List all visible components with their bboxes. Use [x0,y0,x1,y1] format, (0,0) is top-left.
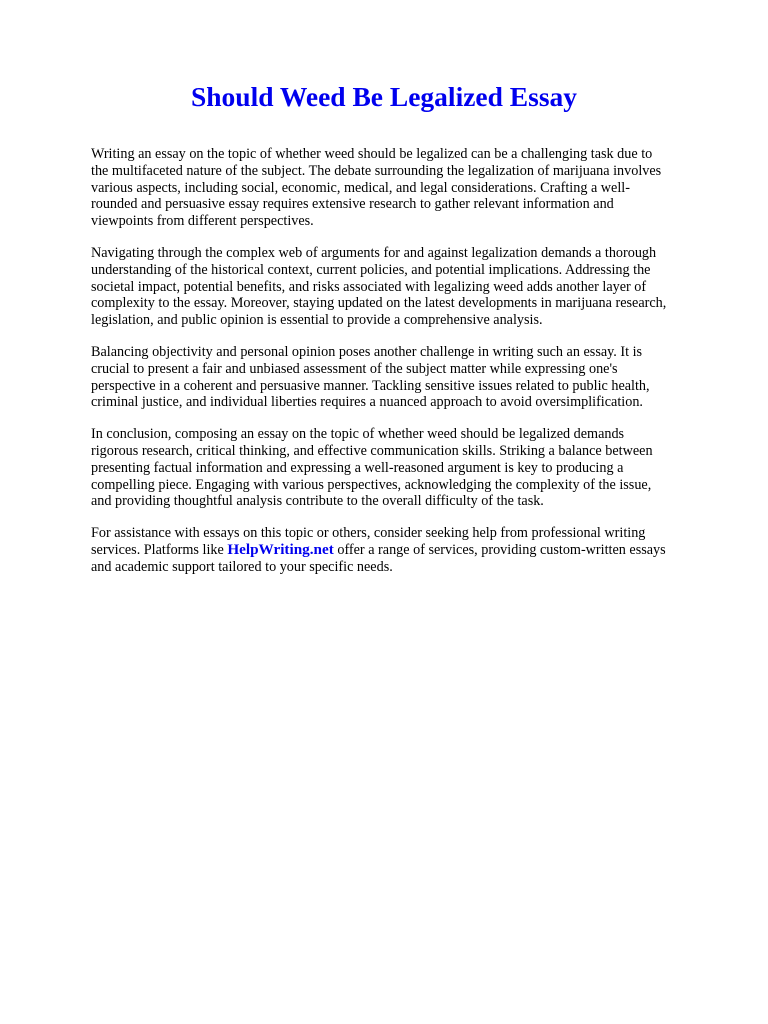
text-line: presenting factual information and expressing a well-reasoned argument is key to producing a [91,459,624,476]
text-line: crucial to present a fair and unbiased assessment of the subject matter while expressing one's [91,360,618,377]
text-line: Writing an essay on the topic of whether weed should be legalized can be a challenging task due to [91,146,653,162]
helpwriting-link[interactable]: HelpWriting.net [227,540,334,558]
text-line: criminal justice, and individual liberties requires a nuanced approach to avoid oversimplification. [91,394,643,411]
text-line: Balancing objectivity and personal opinion poses another challenge in writing such an essay. It is [91,343,643,360]
page-title: Should Weed Be Legalized Essay [190,81,578,112]
paragraph-closing [91,525,731,575]
text-line: For assistance with essays on this topic or others, consider seeking help from professional writing [91,525,646,542]
text-line: and providing thoughtful analysis contribute to the overall difficulty of the task. [91,493,544,510]
text-line: viewpoints from different perspectives. [91,213,314,230]
text-line: societal impact, potential benefits, and risks associated with legalizing weed adds another layer of [91,278,647,295]
paragraph-1 [91,146,731,230]
text-line: the multifaceted nature of the subject. The debate surrounding the legalization of marijuana involves [91,162,662,179]
text-line: perspective in a coherent and persuasive manner. Tackling sensitive issues related to public health, [91,377,650,394]
text-fragment: offer a range of services, providing custom-written essays [333,541,666,558]
essay-body [91,146,731,591]
text-line: compelling piece. Engaging with various perspectives, acknowledging the complexity of the issue, [91,476,652,493]
paragraph-3 [91,344,731,411]
text-line: rigorous research, critical thinking, and effective communication skills. Striking a balance between [91,442,653,459]
text-line: Navigating through the complex web of arguments for and against legalization demands a thorough [91,244,657,261]
text-line: understanding of the historical context, current policies, and potential implications. Addressing the [91,261,651,278]
paragraph-4 [91,426,731,510]
text-line: rounded and persuasive essay requires extensive research to gather relevant information and [91,196,614,213]
text-line: and academic support tailored to your specific needs. [91,558,393,575]
text-line: complexity to the essay. Moreover, staying updated on the latest developments in marijuana research, [91,295,667,312]
text-line: legislation, and public opinion is essential to provide a comprehensive analysis. [91,312,543,329]
text-line: In conclusion, composing an essay on the topic of whether weed should be legalized demands [91,426,625,443]
paragraph-2 [91,245,731,329]
text-line: various aspects, including social, economic, medical, and legal considerations. Crafting a well- [91,179,630,196]
text-fragment: services. Platforms like [91,541,228,558]
text-line-with-link [91,542,731,559]
